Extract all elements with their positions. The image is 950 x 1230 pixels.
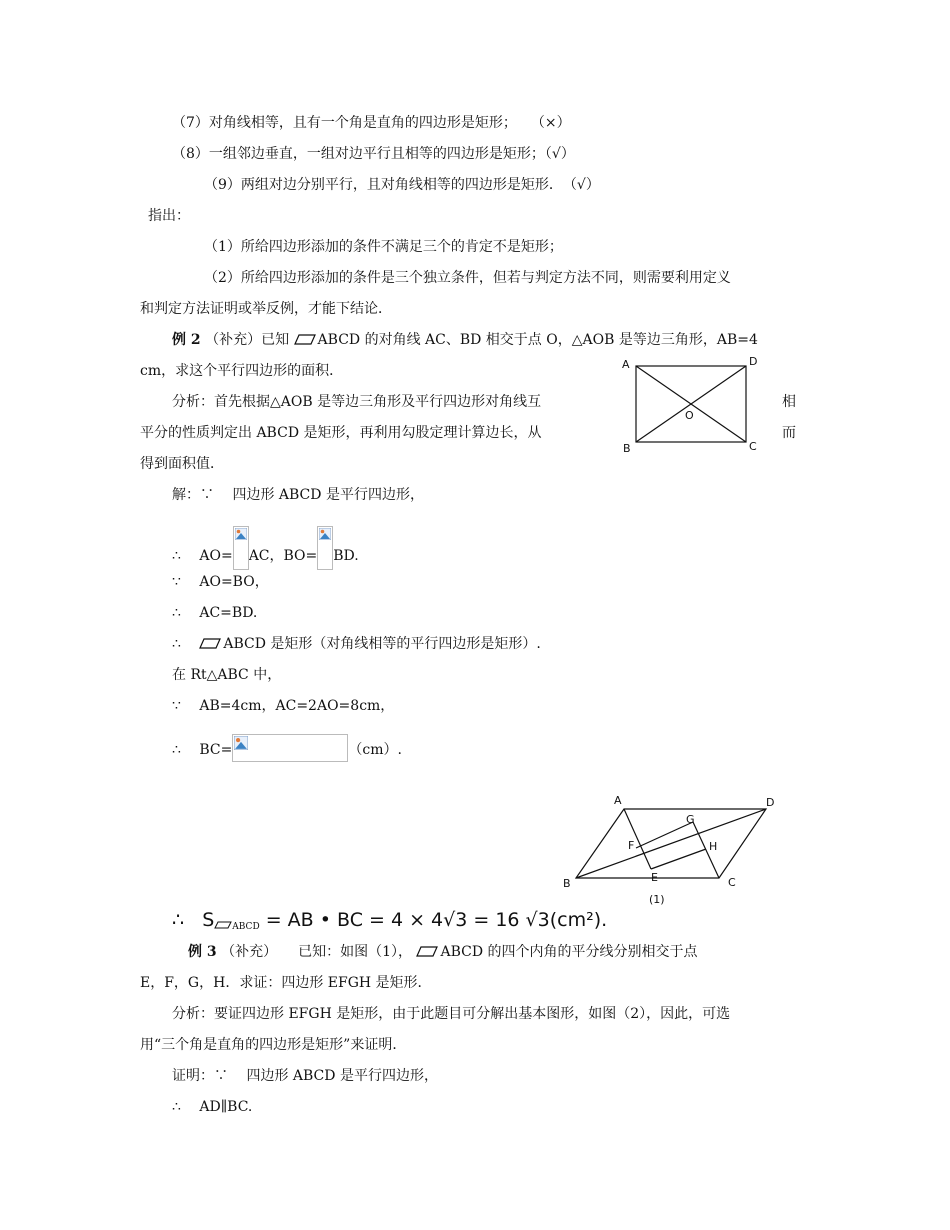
zhichu-label: 指出：	[148, 208, 190, 224]
formula-subscript: ABCD	[232, 922, 260, 932]
analysis-line-2-tail: 而	[782, 425, 796, 441]
analysis-line-3: 得到面积值．	[140, 456, 224, 472]
formula-therefore: ∴	[172, 909, 185, 931]
example-3-cont: E，F，G，H．求证：四边形 EFGH 是矩形．	[140, 975, 432, 991]
solution-ao-text: ∴ AO=	[172, 548, 233, 564]
fig2-label-f: F	[628, 839, 635, 852]
example-3-prefix: （补充） 已知：如图（1），	[221, 944, 412, 960]
analysis-3-line-1: 分析：要证四边形 EFGH 是矩形，由于此题目可分解出基本图形，如图（2），因此，可选	[172, 1006, 731, 1022]
fig2-label-a: A	[614, 794, 622, 807]
fig2-label-e: E	[651, 871, 658, 884]
example-2-prefix: （补充）已知	[205, 332, 290, 348]
fig2-label-d: D	[766, 796, 775, 809]
broken-image-icon	[233, 526, 249, 570]
solution-line-3: ∵ AO=BO，	[172, 574, 269, 590]
parallelogram-symbol-icon	[214, 921, 232, 929]
fig1-label-d: D	[749, 355, 758, 368]
fig2-label-c: C	[728, 876, 736, 889]
solution-line-1: 解：∵ 四边形 ABCD 是平行四边形，	[172, 487, 424, 503]
analysis-line-1-tail: 相	[782, 394, 796, 410]
parallelogram-symbol-icon	[199, 638, 221, 649]
parallelogram-symbol-icon	[294, 334, 316, 345]
solution-line-8	[172, 734, 402, 762]
analysis-line-1: 分析：首先根据△AOB 是等边三角形及平行四边形对角线互	[172, 394, 542, 410]
fig2-label-g: G	[686, 813, 695, 826]
example-2-cont: cm，求这个平行四边形的面积．	[140, 363, 344, 379]
analysis-line-2: 平分的性质判定出 ABCD 是矩形，再利用勾股定理计算边长，从	[140, 425, 542, 441]
solution-bd-text: BD.	[333, 548, 359, 564]
proof-line-1: 证明：∵ 四边形 ABCD 是平行四边形，	[172, 1068, 438, 1084]
line-8: （8）一组邻边垂直，一组对边平行且相等的四边形是矩形；（√）	[172, 146, 575, 162]
fig2-label-h: H	[709, 840, 718, 853]
solution-line-6: 在 Rt△ABC 中，	[172, 667, 282, 683]
example-2-label: 例 2	[172, 332, 201, 348]
broken-image-icon	[232, 734, 348, 762]
solution-bc-text: ∴ BC=	[172, 742, 233, 758]
area-formula	[172, 908, 607, 939]
solution-line-4: ∴ AC=BD.	[172, 605, 258, 621]
fig1-label-b: B	[623, 442, 631, 455]
fig1-label-o: O	[685, 409, 694, 422]
broken-image-icon	[317, 526, 333, 570]
example-3-text: ABCD 的四个内角的平分线分别相交于点	[440, 944, 698, 960]
solution-line-2	[172, 526, 359, 570]
formula-s: S	[202, 909, 215, 931]
rectangle-figure	[618, 354, 768, 460]
solution-line-7: ∵ AB=4cm，AC=2AO=8cm，	[172, 698, 395, 714]
fig1-label-c: C	[749, 440, 757, 453]
fig2-label-b: B	[563, 877, 571, 890]
example-3-line	[188, 942, 698, 962]
solution-unit-text: （cm）.	[348, 742, 402, 758]
example-3-label: 例 3	[188, 944, 217, 960]
example-2-line	[172, 330, 758, 350]
line-7: （7）对角线相等，且有一个角是直角的四边形是矩形； （×）	[172, 115, 571, 131]
fig1-label-a: A	[622, 358, 630, 371]
therefore-symbol: ∴	[172, 636, 195, 652]
line-9: （9）两组对边分别平行，且对角线相等的四边形是矩形． （√）	[204, 177, 600, 193]
formula-body: = AB • BC = 4 × 4√3 = 16 √3(cm²).	[265, 909, 608, 931]
proof-line-2: ∴ AD∥BC.	[172, 1099, 253, 1115]
point-2: （2）所给四边形添加的条件是三个独立条件，但若与判定方法不同，则需要利用定义	[204, 270, 731, 286]
solution-rect-text: ABCD 是矩形（对角线相等的平行四边形是矩形）.	[223, 636, 541, 652]
parallelogram-figure	[556, 790, 786, 908]
fig2-caption: (1)	[649, 893, 665, 906]
solution-bo-text: AC，BO=	[248, 548, 318, 564]
point-2-cont: 和判定方法证明或举反例，才能下结论．	[140, 301, 392, 317]
example-2-text: ABCD 的对角线 AC、BD 相交于点 O，△AOB 是等边三角形，AB=4	[317, 332, 758, 348]
point-1: （1）所给四边形添加的条件不满足三个的肯定不是矩形；	[204, 239, 563, 255]
solution-line-5	[172, 634, 541, 654]
analysis-3-line-2: 用“三个角是直角的四边形是矩形”来证明．	[140, 1037, 407, 1053]
parallelogram-symbol-icon	[416, 946, 438, 957]
